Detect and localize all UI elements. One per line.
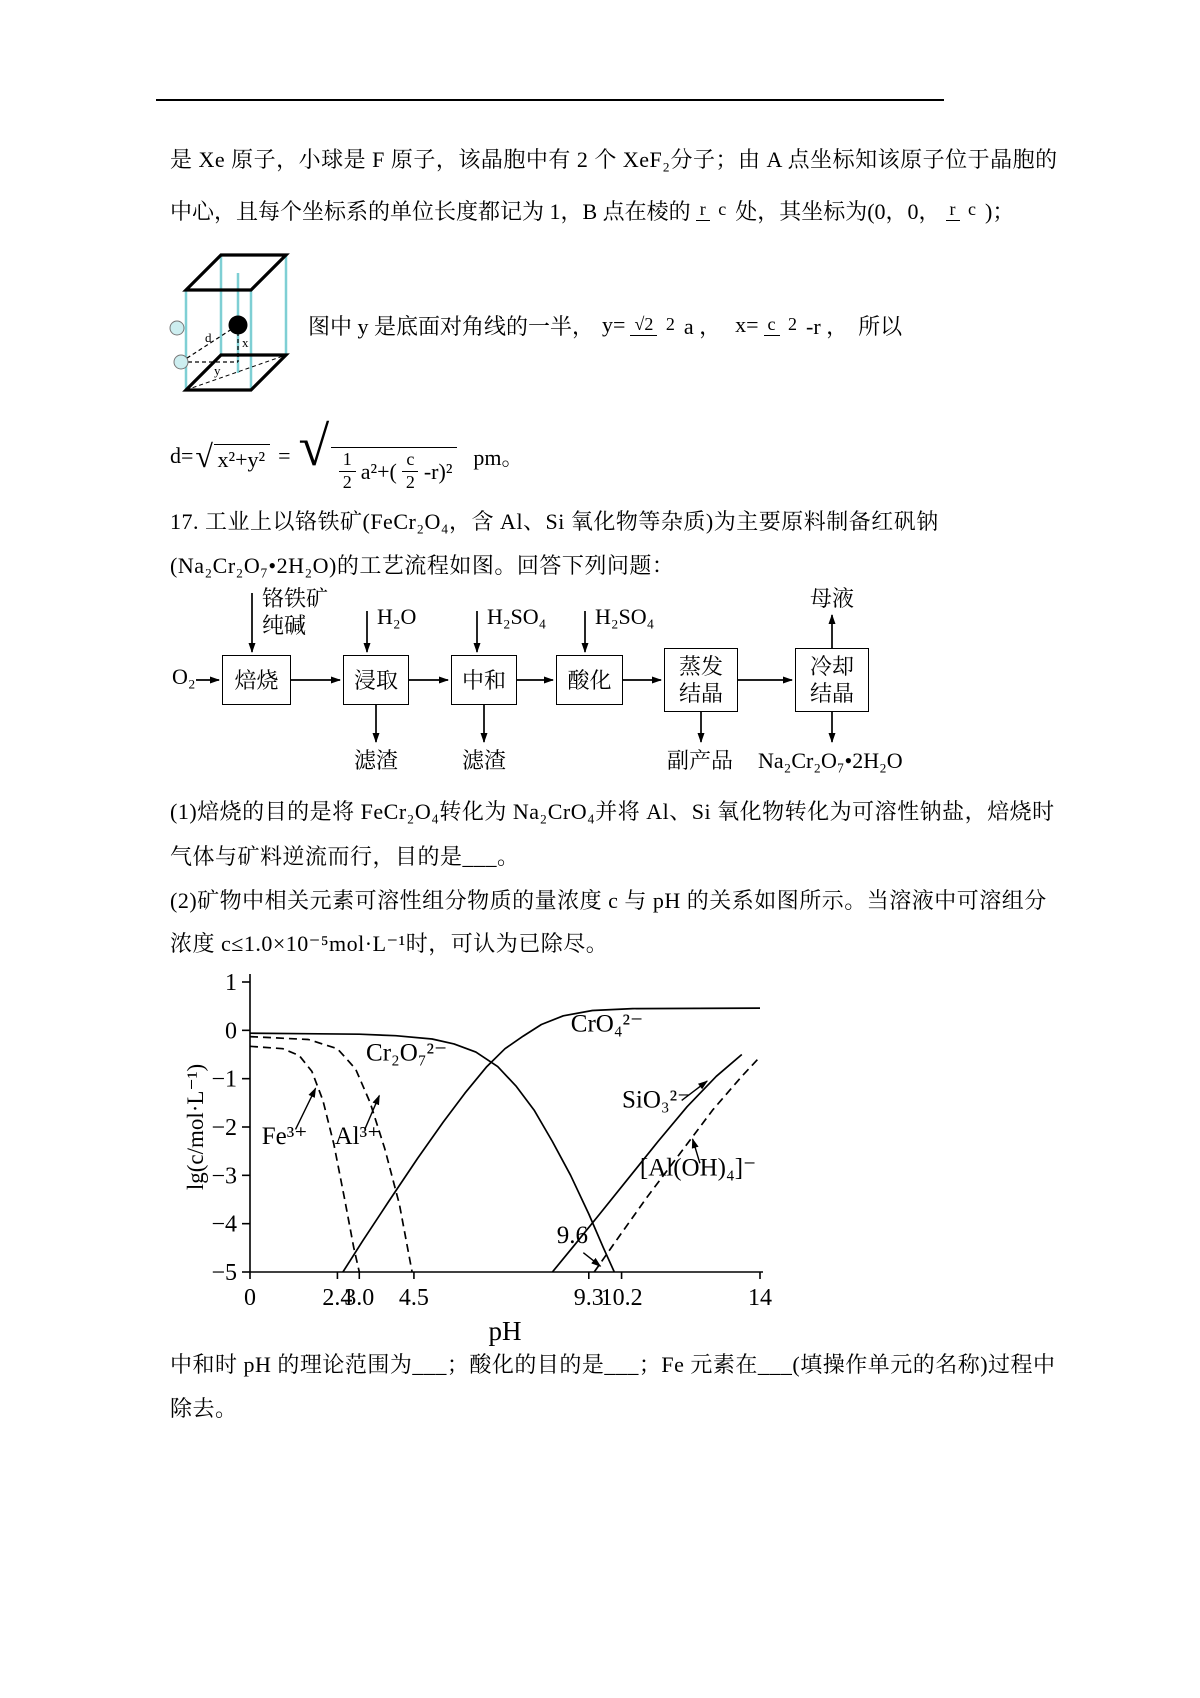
fraction-sqrt2-over-2 [630,315,678,335]
crystal-caption [308,295,902,355]
text-segment: 中心，且每个坐标系的单位长度都记为 1，B 点在棱的 [170,198,691,224]
flow-input-line: 纯碱 [262,613,307,638]
flow-input-o2: O₂ [172,664,196,689]
paragraph-line: 是 Xe 原子，小球是 F 原子，该晶胞中有 2 个 XeF₂分子；由 A 点坐标知该原子位于晶胞的 [170,147,1058,172]
chart-y-tick-label: −1 [211,1066,237,1093]
page-top-rule [156,99,944,101]
label-y: y [214,363,221,378]
text-segment: )； [985,198,1015,224]
flow-box-neutralize [451,655,517,705]
fraction-denominator: c [968,199,977,220]
text-segment: -r ， [806,313,849,339]
text-segment: x²+y² [217,446,266,472]
flow-box-label: 浸取 [353,667,398,693]
chart-series-label: Cr₂O₇²⁻ [366,1039,448,1067]
text-segment: 所以 [858,313,903,339]
chart-series-label: CrO₄²⁻ [570,1010,644,1038]
text-segment: x= [735,312,759,337]
radical-sign: √ [298,416,330,479]
sqrt-half-a2 [298,416,458,493]
flow-output-byproduct: 副产品 [667,748,734,773]
fraction-numerator: 1 [339,450,356,472]
text-segment: a²+( [360,458,397,484]
item-1-line: 气体与矿料逆流而行，目的是___。 [170,844,520,869]
flow-input-line: 铬铁矿 [262,586,329,611]
fraction-denominator: 2 [788,314,798,335]
fraction-r-over-c [696,200,731,220]
text-segment: -r)² [423,458,453,484]
radical-sign: √ [195,437,213,474]
flow-box-label: 蒸发 [678,654,723,679]
formula-d [170,416,524,492]
flow-output-residue: 滤渣 [354,748,399,773]
chart-series-label: Fe³⁺ [261,1122,308,1150]
fraction-numerator: c [402,450,418,472]
item-2-line: 浓度 c≤1.0×10⁻⁵mol·L⁻¹时，可认为已除尽。 [170,931,609,956]
flow-box-evaporate-crystallize [664,648,738,712]
chart-x-tick-label: 0 [244,1285,256,1311]
flow-box-label: 冷却 [809,654,854,679]
item-1-line: (1)焙烧的目的是将 FeCr₂O₄转化为 Na₂CrO₄并将 Al、Si 氧化物转化为可溶性钠盐，焙烧时 [170,799,1055,824]
chart-series-label: SiO₃²⁻ [622,1086,691,1114]
chart-curve-fe3 [250,1046,359,1272]
base-diagonal [186,355,286,390]
chart-x-tick-label: 4.5 [398,1285,429,1311]
fraction-c-over-2 [402,450,419,493]
chart-x-tick-label: 2.4 [322,1285,353,1311]
label-x: x [242,335,249,350]
crystal-structure-figure [166,243,316,405]
chart-series-label: 9.6 [556,1222,589,1249]
flow-box-label: 中和 [461,667,506,693]
chart-x-tick-label: 10.2 [600,1285,643,1311]
fraction-c-over-2 [764,315,802,335]
chart-y-axis-label: lg(c/mol·L⁻¹) [183,1063,208,1191]
flow-input-h2so4: H₂SO₄ [487,604,547,629]
chart-annotation-arrow [583,1253,600,1267]
flow-box-leaching [343,655,409,705]
fraction-numerator: √2 [630,314,657,336]
chart-y-tick-label: 1 [225,970,237,996]
chart-x-tick-label: 9.3 [573,1285,604,1311]
closing-line: 中和时 pH 的理论范围为___；酸化的目的是___；Fe 元素在___(填操作单元的名称)过程中 [170,1352,1056,1377]
text-segment: 处，其坐标为(0，0， [735,198,941,224]
fraction-denominator: 2 [665,314,675,335]
flow-output-mother-liquor: 母液 [810,586,855,611]
chart-series-label: [Al(OH)₄]⁻ [639,1154,757,1182]
chart-y-tick-label: −2 [211,1115,237,1141]
chart-y-tick-label: −3 [211,1163,237,1190]
flow-box-label: 酸化 [567,667,612,693]
flow-input-water: H₂O [377,604,417,629]
chart-x-tick-label: 14 [748,1285,772,1311]
text-segment: = [278,443,291,468]
fraction-numerator: r [946,199,960,221]
text-segment: 图中 y 是底面对角线的一半， [308,313,595,339]
flow-output-residue: 滤渣 [462,748,507,773]
paragraph-line-with-fractions [170,180,1014,240]
process-flow-diagram [170,585,950,790]
flow-output-product: Na₂Cr₂O₇•2H₂O [758,748,903,773]
flow-input-chromite-soda [262,585,328,639]
label-d: d [205,330,212,345]
fraction-1-over-2 [339,450,356,493]
chart-curve-al3 [250,1037,412,1272]
cell-top-face [186,255,286,290]
text-segment: pm。 [473,444,524,470]
chart-x-tick-label: 3.0 [344,1285,375,1311]
chart-y-tick-label: −4 [211,1211,237,1238]
text-segment: y= [602,312,626,337]
flow-input-h2so4: H₂SO₄ [595,604,655,629]
fraction-numerator: r [696,199,710,221]
flow-box-roasting [222,655,291,705]
closing-line: 除去。 [170,1396,238,1421]
f-atom [174,355,188,369]
flow-box-acidify [556,655,623,705]
chart-x-axis-label: pH [488,1316,522,1346]
flow-box-label: 结晶 [809,681,854,706]
ph-concentration-chart [175,962,825,1362]
radicand [331,447,458,493]
text-segment: d= [170,443,194,468]
chart-series-label: Al³⁺ [334,1122,381,1150]
fraction-denominator: 2 [405,472,415,492]
fraction-numerator: c [764,314,780,336]
text-segment: a ， [683,313,722,339]
xe-atom [229,316,248,335]
fraction-denominator: 2 [342,472,352,492]
flow-box-cool-crystallize [795,648,869,712]
f-atom [170,321,184,335]
flow-box-label: 结晶 [678,681,723,706]
flow-box-label: 焙烧 [234,667,279,693]
radicand [214,444,270,473]
fraction-r-over-c [946,200,981,220]
chart-y-tick-label: 0 [225,1018,237,1045]
question-17-line: 17. 工业上以铬铁矿(FeCr₂O₄，含 Al、Si 氧化物等杂质)为主要原料制备红矾钠 [170,509,939,534]
chart-y-tick-label: −5 [211,1260,237,1286]
fraction-denominator: c [718,199,727,220]
item-2-line: (2)矿物中相关元素可溶性组分物质的量浓度 c 与 pH 的关系如图所示。当溶液中可溶组分 [170,888,1047,913]
sqrt-x2-y2 [195,437,270,474]
question-17-line: (Na₂Cr₂O₇•2H₂O)的工艺流程如图。回答下列问题： [170,553,675,578]
